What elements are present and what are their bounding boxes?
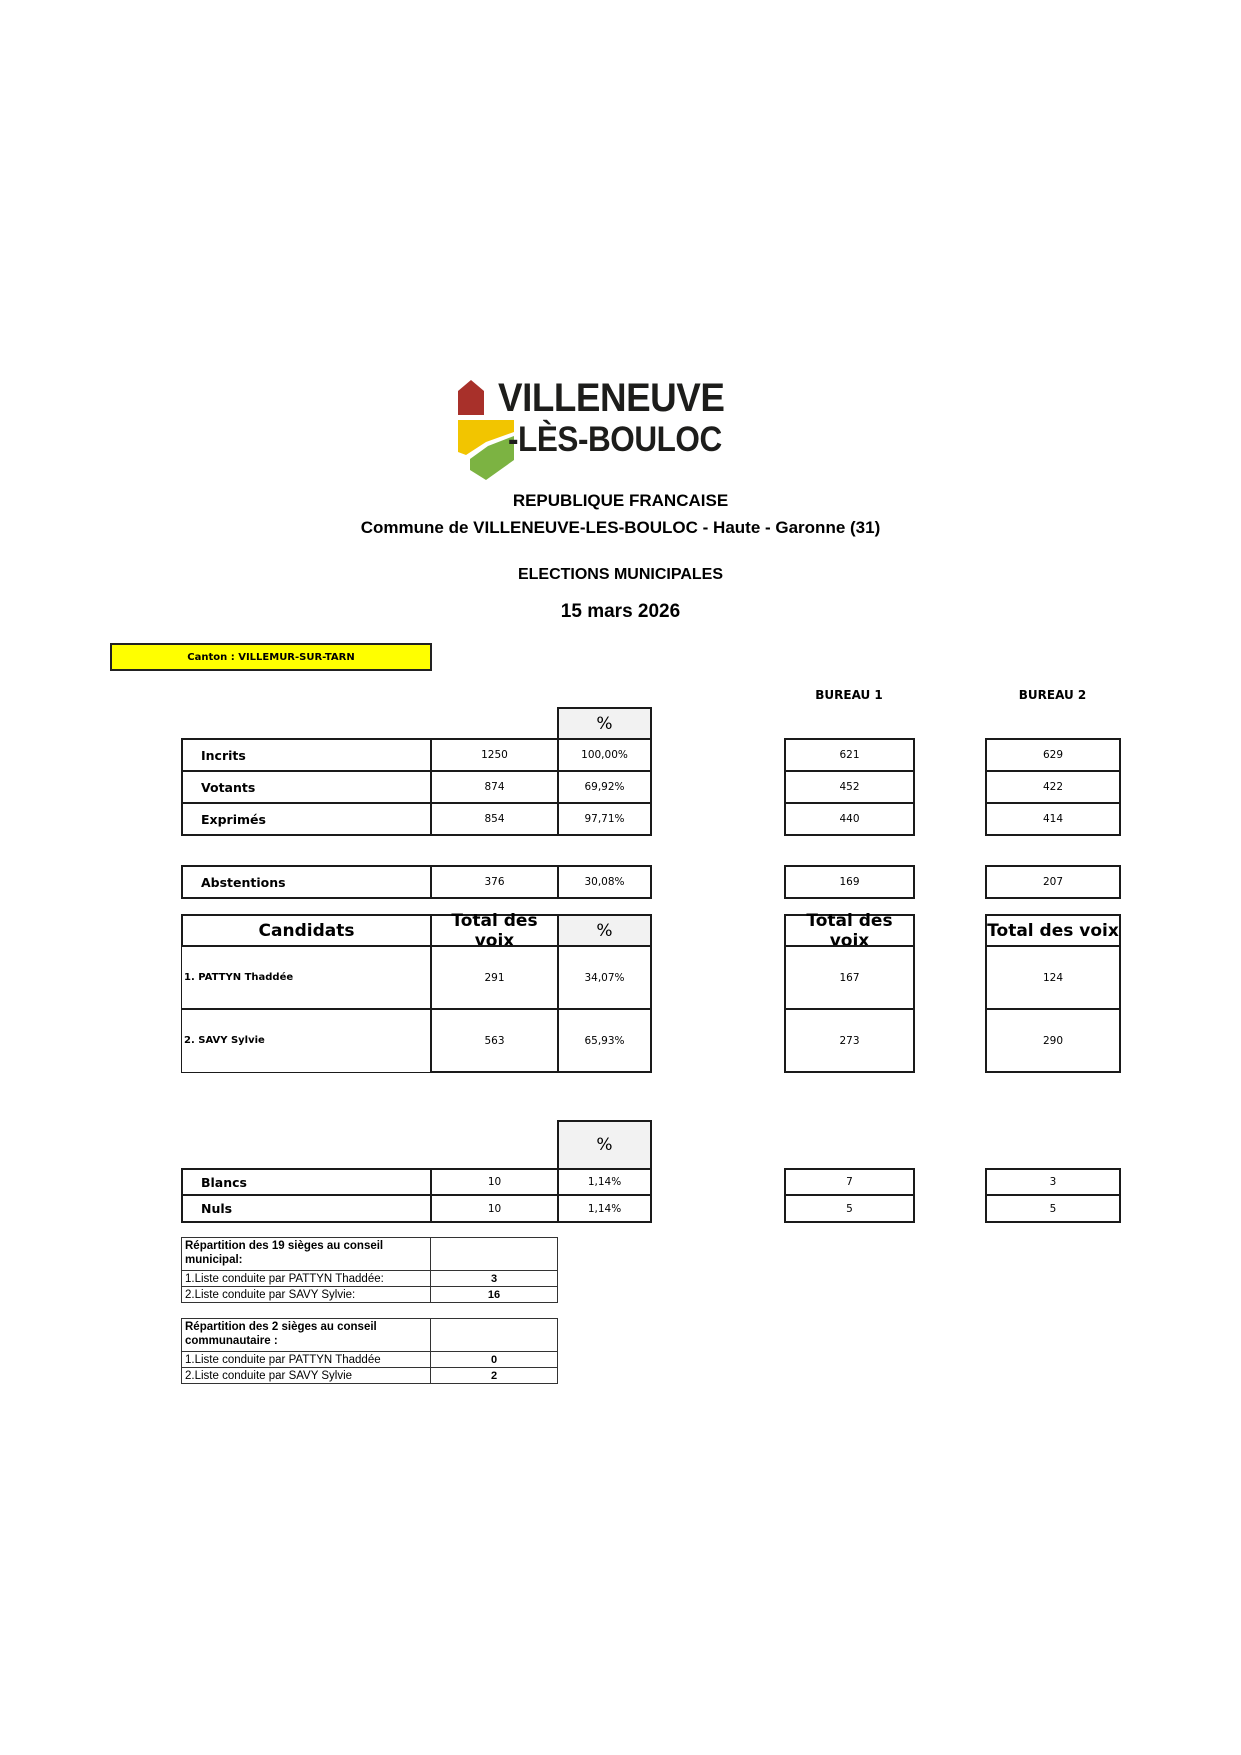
candidate-total: 291 <box>430 945 559 1010</box>
seat-row-label: 2.Liste conduite par SAVY Sylvie <box>181 1367 431 1384</box>
seat-row-value: 0 <box>430 1351 558 1368</box>
row-b1: 5 <box>784 1194 915 1223</box>
seats-community-title: Répartition des 2 sièges au conseil communautaire : <box>181 1318 431 1352</box>
row-pct: 1,14% <box>557 1168 652 1196</box>
row-b2: 422 <box>985 770 1121 804</box>
seat-row-value: 3 <box>430 1270 558 1287</box>
seats-community-title-blank <box>430 1318 558 1352</box>
row-b1: 440 <box>784 802 915 836</box>
row-b2: 207 <box>985 865 1121 899</box>
candidate-pct: 65,93% <box>557 1008 652 1073</box>
candidate-b2: 290 <box>985 1008 1121 1073</box>
pct-header-2: % <box>557 1120 652 1170</box>
pct-header: % <box>557 707 652 740</box>
seats-municipal-title: Répartition des 19 sièges au conseil municipal: <box>181 1237 431 1271</box>
row-pct: 69,92% <box>557 770 652 804</box>
canton-label: Canton : VILLEMUR-SUR-TARN <box>110 643 432 671</box>
row-b1: 452 <box>784 770 915 804</box>
row-b1: 7 <box>784 1168 915 1196</box>
seats-municipal-title-blank <box>430 1237 558 1271</box>
candidate-b1: 273 <box>784 1008 915 1073</box>
row-label: Blancs <box>181 1168 432 1196</box>
candidate-b2: 124 <box>985 945 1121 1010</box>
commune-title: Commune de VILLENEUVE-LES-BOULOC - Haute - Garonne (31) <box>360 518 881 537</box>
row-label: Abstentions <box>181 865 432 899</box>
row-label: Votants <box>181 770 432 804</box>
header-candidats: Candidats <box>181 914 432 947</box>
candidate-pct: 34,07% <box>557 945 652 1010</box>
bureau-1-label: BUREAU 1 <box>815 688 883 702</box>
row-total: 874 <box>430 770 559 804</box>
logo-line-2: -LÈS-BOULOC <box>508 420 722 459</box>
row-pct: 30,08% <box>557 865 652 899</box>
bureau-2-label: BUREAU 2 <box>1018 688 1087 702</box>
seat-row-value: 2 <box>430 1367 558 1384</box>
candidate-name: 1. PATTYN Thaddée <box>181 945 432 1010</box>
row-total: 376 <box>430 865 559 899</box>
row-b2: 414 <box>985 802 1121 836</box>
row-b2: 629 <box>985 738 1121 772</box>
row-label: Incrits <box>181 738 432 772</box>
candidate-b1: 167 <box>784 945 915 1010</box>
election-date: 15 mars 2026 <box>560 601 681 622</box>
header-pct: % <box>557 914 652 947</box>
row-pct: 100,00% <box>557 738 652 772</box>
row-b2: 5 <box>985 1194 1121 1223</box>
commune-logo <box>456 376 738 480</box>
seat-row-label: 1.Liste conduite par PATTYN Thaddée: <box>181 1270 431 1287</box>
header-total: Total des voix <box>430 914 559 947</box>
row-total: 854 <box>430 802 559 836</box>
row-b2: 3 <box>985 1168 1121 1196</box>
seat-row-label: 1.Liste conduite par PATTYN Thaddée <box>181 1351 431 1368</box>
row-total: 1250 <box>430 738 559 772</box>
candidate-name: 2. SAVY Sylvie <box>181 1008 432 1073</box>
row-label: Exprimés <box>181 802 432 836</box>
logo-line-1: VILLENEUVE <box>498 376 725 420</box>
seat-row-value: 16 <box>430 1286 558 1303</box>
row-b1: 169 <box>784 865 915 899</box>
header-b1-total: Total des voix <box>784 914 915 947</box>
row-b1: 621 <box>784 738 915 772</box>
candidate-total: 563 <box>430 1008 559 1073</box>
header-b2-total: Total des voix <box>985 914 1121 947</box>
republic-title: REPUBLIQUE FRANCAISE <box>512 491 729 510</box>
row-total: 10 <box>430 1194 559 1223</box>
row-pct: 97,71% <box>557 802 652 836</box>
row-total: 10 <box>430 1168 559 1196</box>
seat-row-label: 2.Liste conduite par SAVY Sylvie: <box>181 1286 431 1303</box>
row-label: Nuls <box>181 1194 432 1223</box>
row-pct: 1,14% <box>557 1194 652 1223</box>
election-title: ELECTIONS MUNICIPALES <box>517 566 724 583</box>
